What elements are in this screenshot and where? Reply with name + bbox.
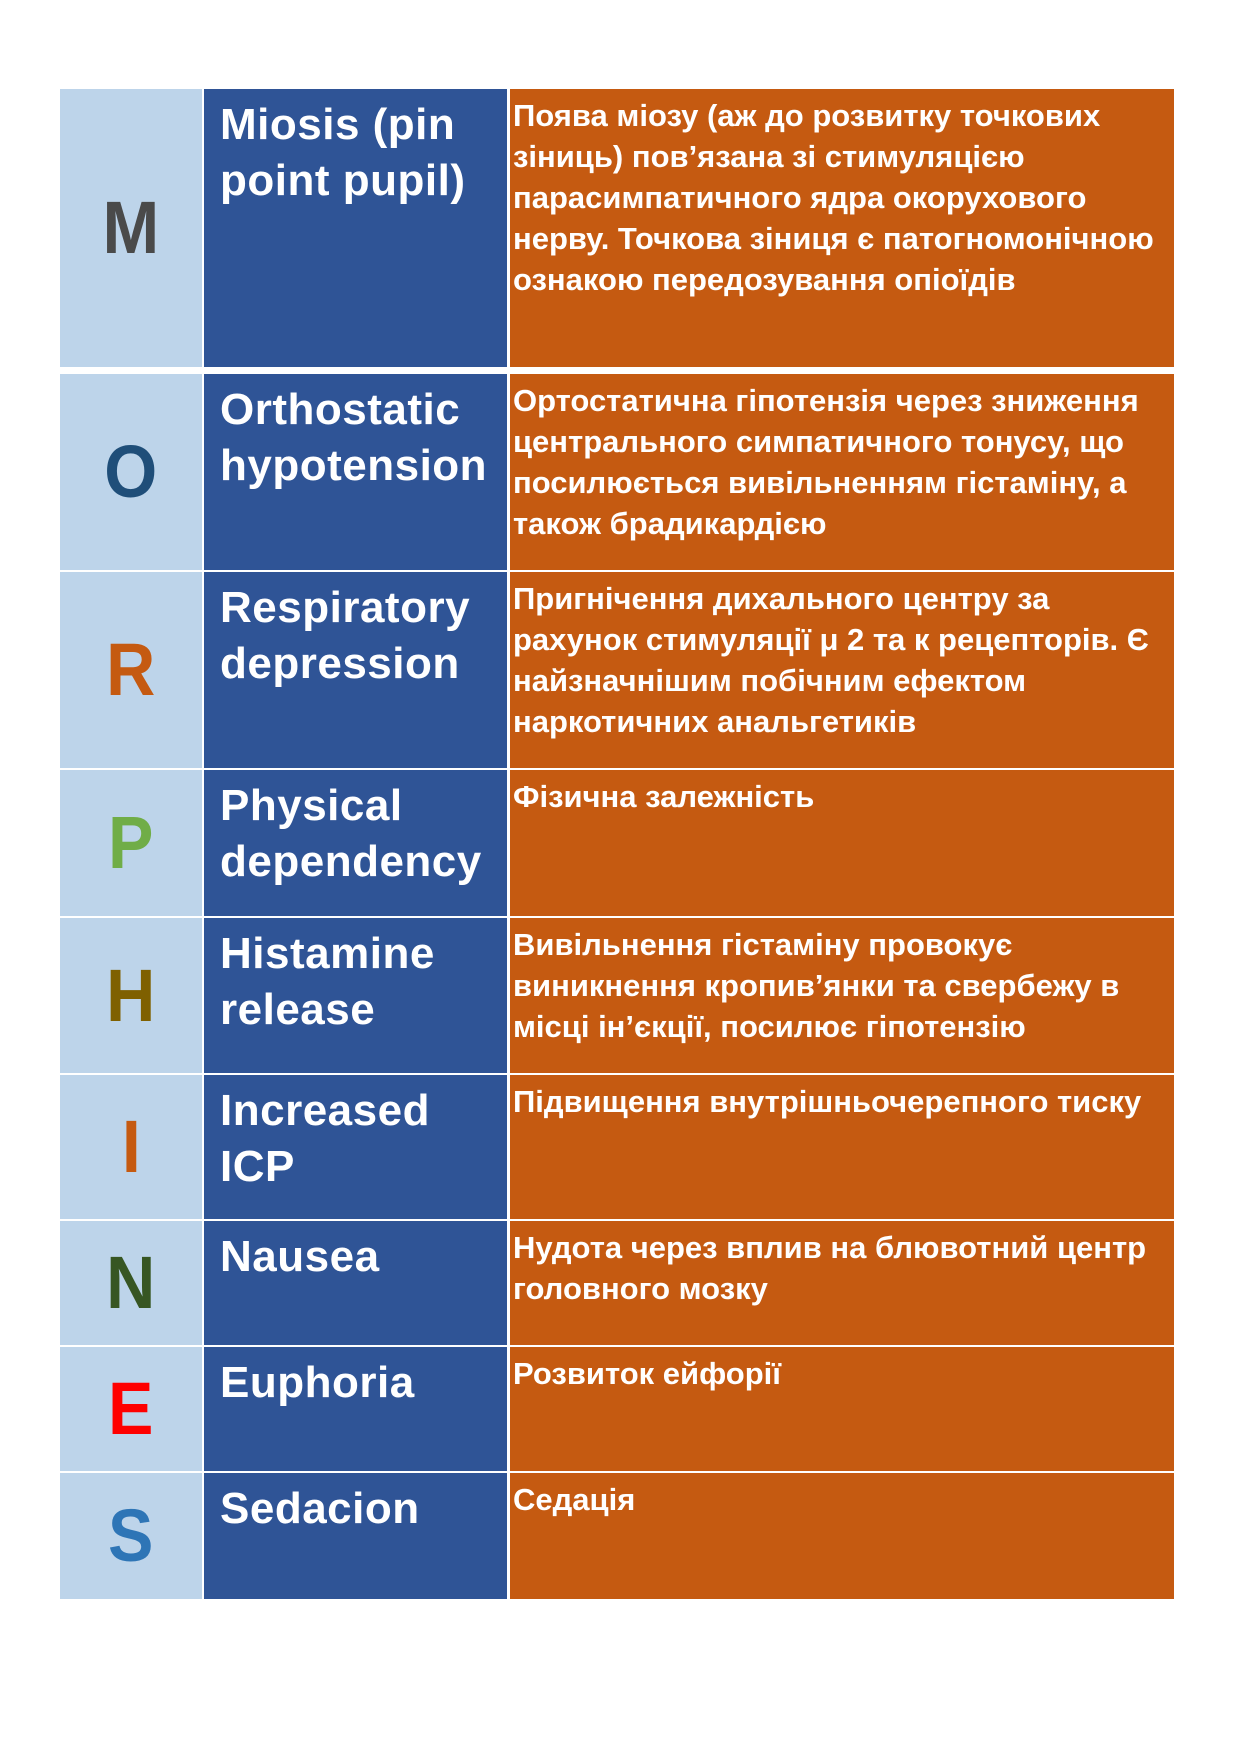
description-miosis: Поява міозу (аж до розвитку точкових зіниць) пов’язана зі стимуляцією парасимпатичного ядра окорухового нерву. Точкова зіниця є патогномонічною ознакою передозування опіоїдів [513, 98, 1154, 297]
term-nausea: Nausea [220, 1232, 380, 1281]
mnemonic-letter-e: E [108, 1367, 154, 1450]
mnemonic-letter-p: P [108, 801, 154, 884]
description-cell [510, 1221, 1174, 1345]
term-cell [204, 1221, 510, 1345]
table-row-o [60, 374, 1174, 572]
term-cell [204, 770, 510, 916]
table-row-r [60, 572, 1174, 770]
term-cell [204, 918, 510, 1073]
mnemonic-letter-o: O [104, 430, 158, 513]
table-row-i [60, 1075, 1174, 1221]
description-cell [510, 770, 1174, 916]
table-row-h [60, 918, 1174, 1075]
table-row-p [60, 770, 1174, 918]
term-increased-icp: Increased ICP [220, 1086, 430, 1191]
description-cell [510, 572, 1174, 768]
mnemonic-letter-n: N [106, 1241, 156, 1324]
description-physical-dependency: Фізична залежність [513, 779, 815, 814]
mnemonic-letter-r: R [106, 628, 156, 711]
morphines-table [60, 89, 1174, 1599]
description-respiratory-depression: Пригнічення дихального центру за рахунок стимуляції μ 2 та к рецепторів. Є найзначнішим побічним ефектом наркотичних анальгетиків [513, 581, 1149, 739]
description-cell [510, 374, 1174, 570]
term-orthostatic-hypotension: Orthostatic hypotension [220, 385, 488, 490]
table-row-s [60, 1473, 1174, 1599]
description-sedacion: Седація [513, 1482, 636, 1517]
description-cell [510, 918, 1174, 1073]
mnemonic-letter-m: M [102, 186, 160, 269]
letter-cell [60, 572, 204, 768]
letter-cell [60, 1075, 204, 1219]
table-row-e [60, 1347, 1174, 1473]
table-row-m [60, 89, 1174, 374]
description-cell [510, 1075, 1174, 1219]
term-cell [204, 1473, 510, 1599]
letter-cell [60, 1347, 204, 1471]
term-sedacion: Sedacion [220, 1484, 420, 1533]
letter-cell [60, 1473, 204, 1599]
term-histamine-release: Histamine release [220, 929, 435, 1034]
description-cell [510, 1473, 1174, 1599]
term-respiratory-depression: Respiratory depression [220, 583, 471, 688]
description-euphoria: Розвиток ейфорії [513, 1356, 782, 1391]
term-cell [204, 572, 510, 768]
term-cell [204, 1075, 510, 1219]
letter-cell [60, 770, 204, 916]
mnemonic-letter-h: H [106, 953, 156, 1037]
description-histamine-release: Вивільнення гістаміну провокує виникнення кропив’янки та свербежу в місці ін’єкції, посилює гіпотензію [513, 927, 1120, 1044]
description-increased-icp: Підвищення внутрішньочерепного тиску [513, 1084, 1142, 1119]
term-euphoria: Euphoria [220, 1358, 415, 1407]
term-physical-dependency: Physical dependency [220, 781, 482, 886]
table-row-n [60, 1221, 1174, 1347]
term-cell [204, 374, 510, 570]
term-cell [204, 89, 510, 367]
letter-cell [60, 374, 204, 570]
mnemonic-letter-i: I [121, 1105, 141, 1188]
description-orthostatic-hypotension: Ортостатична гіпотензія через зниження центрального симпатичного тонусу, що посилюється вивільненням гістаміну, а також брадикардією [513, 383, 1139, 541]
mnemonic-letter-s: S [108, 1494, 154, 1577]
letter-cell [60, 918, 204, 1073]
description-nausea: Нудота через вплив на блювотний центр головного мозку [513, 1230, 1147, 1306]
description-cell [510, 1347, 1174, 1471]
letter-cell [60, 1221, 204, 1345]
term-cell [204, 1347, 510, 1471]
letter-cell [60, 89, 204, 367]
description-cell [510, 89, 1174, 367]
term-miosis: Miosis (pin point pupil) [220, 100, 466, 205]
